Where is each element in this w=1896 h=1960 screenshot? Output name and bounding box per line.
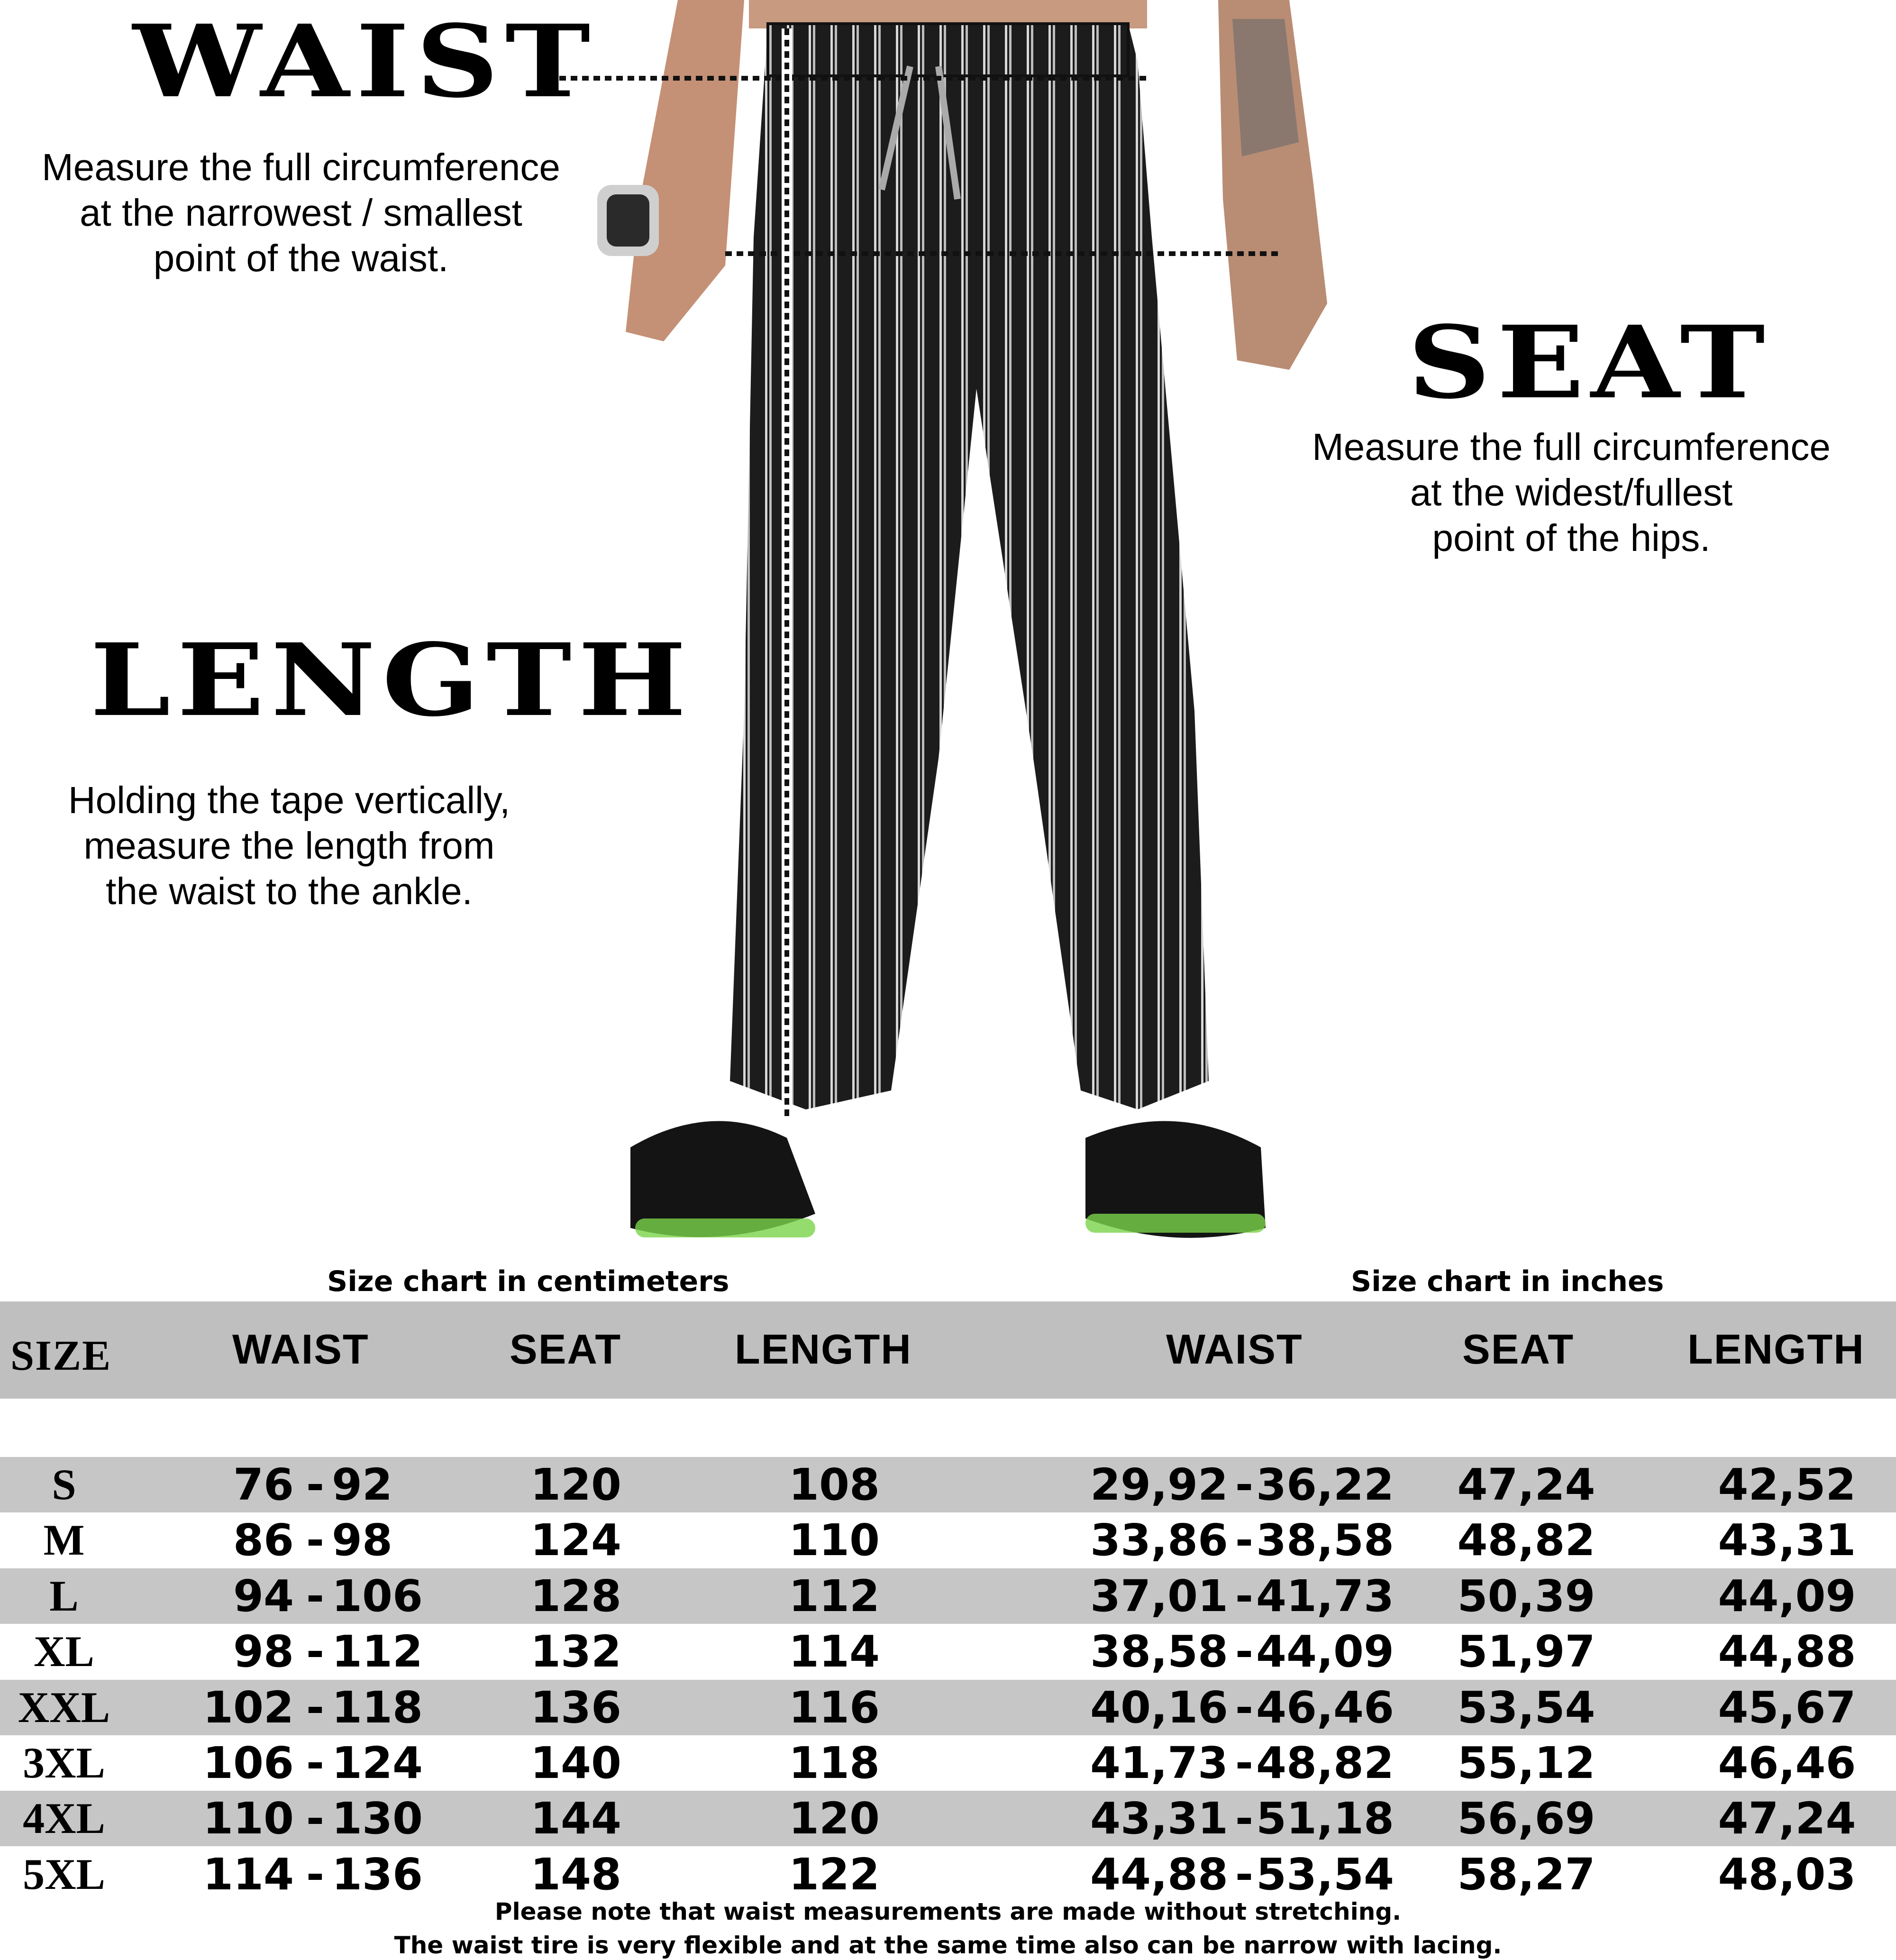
seat-cm-cell: 124 [530,1515,622,1566]
waist-in-min-cell: 33,86 [1090,1515,1229,1566]
waist-cm-separator: - [306,1626,325,1677]
seat-in-cell: 48,82 [1457,1515,1595,1566]
seat-cm-cell: 128 [530,1570,622,1621]
waist-cm-min-cell: 106 [202,1738,294,1788]
size-cell: M [43,1516,85,1565]
waist-cm-separator: - [306,1849,325,1900]
length-cm-cell: 120 [788,1793,880,1844]
seat-in-cell: 55,12 [1457,1738,1595,1788]
waist-cm-min-cell: 102 [202,1682,294,1733]
waist-cm-min-cell: 114 [202,1849,294,1900]
length-cm-cell: 118 [788,1738,880,1788]
waist-cm-min-cell: 98 [233,1626,294,1677]
size-cell: 5XL [23,1850,105,1898]
waist-in-separator: - [1235,1849,1254,1900]
caption-inches: Size chart in inches [1351,1265,1664,1298]
size-cell: 4XL [23,1794,105,1843]
header-seat-cm: SEAT [510,1326,622,1373]
waist-cm-max-cell: 98 [332,1515,393,1566]
waist-desc-line: point of the waist. [153,237,449,279]
waist-in-max-cell: 51,18 [1256,1793,1395,1844]
length-cm-cell: 112 [788,1570,880,1621]
waist-cm-max-cell: 92 [332,1459,393,1510]
seat-cm-cell: 140 [530,1738,622,1788]
header-seat-in: SEAT [1462,1326,1575,1373]
length-in-cell: 46,46 [1718,1738,1856,1788]
seat-desc-line: Measure the full circumference [1312,426,1831,468]
seat-cm-cell: 148 [530,1849,622,1900]
waist-cm-max-cell: 130 [332,1793,423,1844]
waist-in-max-cell: 48,82 [1256,1738,1395,1788]
seat-desc-line: at the widest/fullest [1410,471,1733,513]
waist-in-separator: - [1235,1459,1254,1510]
waist-in-max-cell: 36,22 [1256,1459,1395,1510]
waist-cm-min-cell: 76 [233,1459,294,1510]
waist-cm-separator: - [306,1793,325,1844]
length-desc-line: measure the length from [83,824,495,867]
length-in-cell: 42,52 [1718,1459,1856,1510]
seat-in-cell: 58,27 [1457,1849,1595,1900]
length-cm-cell: 108 [788,1459,880,1510]
waist-cm-max-cell: 112 [332,1626,423,1677]
waist-cm-separator: - [306,1738,325,1788]
length-desc-line: the waist to the ankle. [106,870,473,912]
waist-in-separator: - [1235,1738,1254,1788]
waist-in-min-cell: 37,01 [1090,1570,1229,1621]
length-in-cell: 48,03 [1718,1849,1856,1900]
length-cm-cell: 114 [788,1626,880,1677]
waist-in-separator: - [1235,1682,1254,1733]
waist-desc-line: Measure the full circumference [42,146,560,188]
footnote: Please note that waist measurements are made without stretching. [494,1898,1402,1925]
length-cm-cell: 110 [788,1515,880,1566]
waist-in-separator: - [1235,1793,1254,1844]
length-in-cell: 47,24 [1718,1793,1856,1844]
length-cm-cell: 116 [788,1682,880,1733]
table-row [0,1735,1896,1791]
waistband [768,24,1128,76]
table-row [0,1512,1896,1568]
waist-in-min-cell: 41,73 [1090,1738,1229,1788]
waist-in-min-cell: 38,58 [1090,1626,1229,1677]
table-row [0,1791,1896,1846]
left-arm [626,0,744,341]
header-length-cm: LENGTH [735,1326,912,1373]
seat-cm-cell: 144 [530,1793,622,1844]
waist-in-max-cell: 44,09 [1256,1626,1395,1677]
header-waist-in: WAIST [1166,1326,1303,1373]
size-cell: XL [34,1627,94,1676]
seat-cm-cell: 132 [530,1626,622,1677]
length-description [19,778,559,914]
header-length-in: LENGTH [1687,1326,1865,1373]
footnote: The waist tire is very flexible and at the same time also can be narrow with lacing. [394,1932,1502,1959]
waist-in-min-cell: 43,31 [1090,1793,1229,1844]
seat-in-cell: 56,69 [1457,1793,1595,1844]
table-row [0,1568,1896,1624]
seat-heading: SEAT [1408,304,1772,421]
waist-in-separator: - [1235,1626,1254,1677]
waist-in-separator: - [1235,1570,1254,1621]
waist-in-max-cell: 46,46 [1256,1682,1395,1733]
seat-in-cell: 47,24 [1457,1459,1595,1510]
waist-in-min-cell: 29,92 [1090,1459,1229,1510]
waist-cm-max-cell: 118 [332,1682,423,1733]
header-waist-cm: WAIST [232,1326,369,1373]
waist-description [0,145,602,281]
size-cell: XXL [18,1683,110,1731]
seat-description [1266,424,1877,561]
length-cm-cell: 122 [788,1849,880,1900]
waist-cm-separator: - [306,1459,325,1510]
waist-in-max-cell: 38,58 [1256,1515,1395,1566]
size-cell: S [52,1460,76,1509]
waist-cm-max-cell: 124 [332,1738,423,1788]
table-row [0,1457,1896,1512]
waist-cm-separator: - [306,1515,325,1566]
seat-in-cell: 51,97 [1457,1626,1595,1677]
waist-in-separator: - [1235,1515,1254,1566]
length-desc-line: Holding the tape vertically, [68,779,510,821]
table-row [0,1847,1896,1902]
seat-cm-cell: 136 [530,1682,622,1733]
waist-cm-min-cell: 110 [202,1793,294,1844]
waist-cm-max-cell: 136 [332,1849,423,1900]
seat-in-cell: 53,54 [1457,1682,1595,1733]
pants [730,24,1209,1109]
length-heading: LENGTH [90,622,693,739]
length-in-cell: 43,31 [1718,1515,1856,1566]
waist-in-min-cell: 44,88 [1090,1849,1229,1900]
length-in-cell: 44,09 [1718,1570,1856,1621]
size-cell: L [49,1571,79,1620]
length-in-cell: 45,67 [1718,1682,1856,1733]
waist-in-max-cell: 53,54 [1256,1849,1395,1900]
length-in-cell: 44,88 [1718,1626,1856,1677]
waist-heading: WAIST [133,3,597,120]
waist-in-min-cell: 40,16 [1090,1682,1229,1733]
waist-cm-min-cell: 94 [233,1570,294,1621]
seat-in-cell: 50,39 [1457,1570,1595,1621]
header-size: SIZE [10,1332,112,1379]
seat-desc-line: point of the hips. [1432,517,1711,559]
caption-centimeters: Size chart in centimeters [327,1265,729,1298]
waist-cm-min-cell: 86 [233,1515,294,1566]
table-row [0,1624,1896,1679]
size-cell: 3XL [23,1739,105,1787]
table-row [0,1680,1896,1735]
seat-cm-cell: 120 [530,1459,622,1510]
waist-desc-line: at the narrowest / smallest [80,192,522,234]
waist-cm-separator: - [306,1570,325,1621]
waist-cm-separator: - [306,1682,325,1733]
waist-in-max-cell: 41,73 [1256,1570,1395,1621]
waist-cm-max-cell: 106 [332,1570,423,1621]
